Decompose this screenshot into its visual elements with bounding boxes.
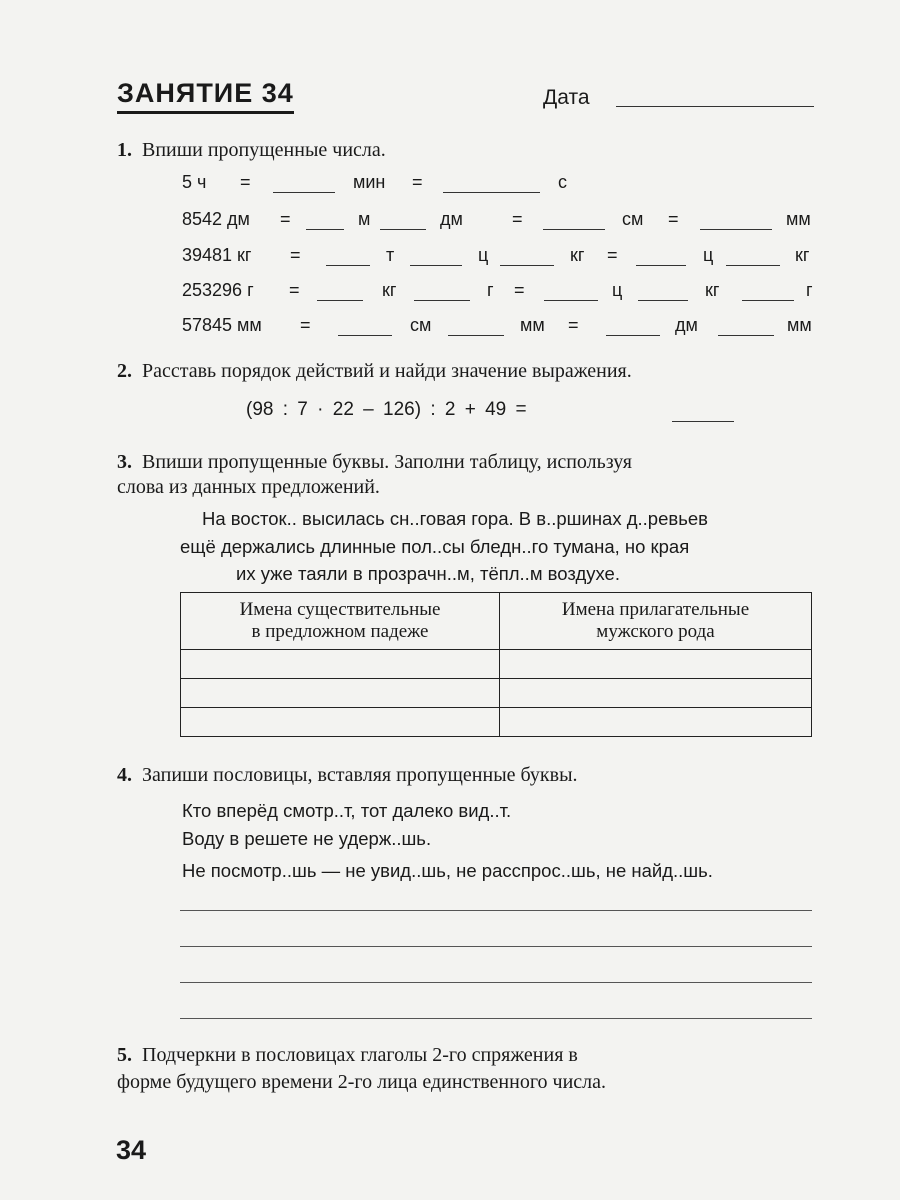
passage-line-3: их уже таяли в прозрачн..м, тёпл..м воздухе. xyxy=(236,563,620,584)
row-term: 5 ч xyxy=(182,172,207,192)
answer-blank[interactable] xyxy=(544,300,598,301)
row-term: 57845 мм xyxy=(182,315,262,335)
row-term: кг xyxy=(705,280,720,300)
row-term: дм xyxy=(675,315,698,335)
row-term: с xyxy=(558,172,567,192)
answer-blank[interactable] xyxy=(317,300,363,301)
table-row xyxy=(181,650,812,679)
row-term: = xyxy=(607,245,618,265)
answer-blank[interactable] xyxy=(500,265,554,266)
row-term: = xyxy=(240,172,251,192)
answer-blank[interactable] xyxy=(443,192,540,193)
answer-blank[interactable] xyxy=(306,229,344,230)
row-term: 39481 кг xyxy=(182,245,252,265)
row-term: мин xyxy=(353,172,386,192)
task-1-text: Впиши пропущенные числа. xyxy=(142,139,386,161)
page-number: 34 xyxy=(116,1135,147,1165)
row-term: 253296 г xyxy=(182,280,254,300)
conversion-row-5 xyxy=(0,315,900,339)
expression: (98 : 7 · 22 – 126) : 2 + 49 = xyxy=(246,399,527,420)
row-term: г xyxy=(806,280,813,300)
word-table xyxy=(180,592,812,737)
row-term: мм xyxy=(520,315,545,335)
task-3-text-line-1: Впиши пропущенные буквы. Заполни таблицу, используя xyxy=(142,451,632,473)
task-3-heading xyxy=(117,451,632,474)
row-term: дм xyxy=(440,209,463,229)
row-term: = xyxy=(289,280,300,300)
task-1-heading xyxy=(117,139,386,162)
row-term: = xyxy=(514,280,525,300)
table-cell[interactable] xyxy=(500,650,812,679)
proverb-2: Воду в решете не удерж..шь. xyxy=(182,828,432,849)
row-term: см xyxy=(410,315,432,335)
writing-line[interactable] xyxy=(180,946,812,947)
writing-line[interactable] xyxy=(180,910,812,911)
conversion-row-1 xyxy=(0,172,900,196)
task-5-number: 5. xyxy=(117,1044,132,1066)
row-term: мм xyxy=(787,315,812,335)
answer-blank[interactable] xyxy=(414,300,470,301)
answer-blank[interactable] xyxy=(638,300,688,301)
row-term: кг xyxy=(382,280,397,300)
answer-blank[interactable] xyxy=(410,265,462,266)
row-term: = xyxy=(412,172,423,192)
answer-blank[interactable] xyxy=(718,335,774,336)
conversion-row-2 xyxy=(0,209,900,233)
answer-blank[interactable] xyxy=(380,229,426,230)
answer-blank[interactable] xyxy=(606,335,660,336)
answer-blank[interactable] xyxy=(326,265,370,266)
table-cell[interactable] xyxy=(500,708,812,737)
task-5-text-line-1: Подчеркни в пословицах глаголы 2-го спряжения в xyxy=(142,1044,578,1066)
answer-blank[interactable] xyxy=(726,265,780,266)
table-header-adjectives: Имена прилагательные мужского рода xyxy=(500,593,812,650)
table-cell[interactable] xyxy=(500,679,812,708)
row-term: м xyxy=(358,209,371,229)
row-term: ц xyxy=(478,245,489,265)
expression-answer-blank[interactable] xyxy=(672,421,734,422)
task-5-text-line-2: форме будущего времени 2-го лица единственного числа. xyxy=(117,1071,607,1093)
passage-line-1: На восток.. высилась сн..говая гора. В в..ршинах д..ревьев xyxy=(202,508,708,529)
row-term: = xyxy=(290,245,301,265)
row-term: г xyxy=(487,280,494,300)
row-term: ц xyxy=(612,280,623,300)
proverb-3: Не посмотр..шь — не увид..шь, не расспрос..шь, не найд..шь. xyxy=(182,860,713,881)
proverb-1: Кто вперёд смотр..т, тот далеко вид..т. xyxy=(182,800,512,821)
conversion-row-4 xyxy=(0,280,900,304)
row-term: см xyxy=(622,209,644,229)
table-row xyxy=(181,708,812,737)
table-cell[interactable] xyxy=(181,650,500,679)
task-5-heading xyxy=(117,1044,578,1067)
conversion-row-3 xyxy=(0,245,900,269)
row-term: ц xyxy=(703,245,714,265)
task-4-text: Запиши пословицы, вставляя пропущенные буквы. xyxy=(142,764,578,786)
row-term: кг xyxy=(570,245,585,265)
row-term: = xyxy=(512,209,523,229)
answer-blank[interactable] xyxy=(742,300,794,301)
writing-line[interactable] xyxy=(180,1018,812,1019)
row-term: = xyxy=(568,315,579,335)
row-term: т xyxy=(386,245,395,265)
task-1-number: 1. xyxy=(117,139,132,161)
passage-line-2: ещё держались длинные пол..сы бледн..го тумана, но края xyxy=(180,536,690,557)
answer-blank[interactable] xyxy=(273,192,335,193)
task-3-text-line-2: слова из данных предложений. xyxy=(117,476,380,498)
task-2-number: 2. xyxy=(117,360,132,382)
answer-blank[interactable] xyxy=(636,265,686,266)
writing-line[interactable] xyxy=(180,982,812,983)
lesson-title: ЗАНЯТИЕ 34 xyxy=(117,78,294,114)
date-blank[interactable] xyxy=(616,106,814,107)
answer-blank[interactable] xyxy=(700,229,772,230)
row-term: мм xyxy=(786,209,811,229)
table-cell[interactable] xyxy=(181,708,500,737)
table-header-nouns: Имена существительные в предложном падеже xyxy=(181,593,500,650)
answer-blank[interactable] xyxy=(543,229,605,230)
answer-blank[interactable] xyxy=(338,335,392,336)
row-term: = xyxy=(280,209,291,229)
task-2-text: Расставь порядок действий и найди значение выражения. xyxy=(142,360,632,382)
row-term: 8542 дм xyxy=(182,209,250,229)
table-row xyxy=(181,679,812,708)
answer-blank[interactable] xyxy=(448,335,504,336)
task-4-heading xyxy=(117,764,578,787)
row-term: кг xyxy=(795,245,810,265)
table-cell[interactable] xyxy=(181,679,500,708)
task-4-number: 4. xyxy=(117,764,132,786)
row-term: = xyxy=(300,315,311,335)
row-term: = xyxy=(668,209,679,229)
date-label: Дата xyxy=(543,86,590,109)
task-2-heading xyxy=(117,360,632,383)
task-3-number: 3. xyxy=(117,451,132,473)
